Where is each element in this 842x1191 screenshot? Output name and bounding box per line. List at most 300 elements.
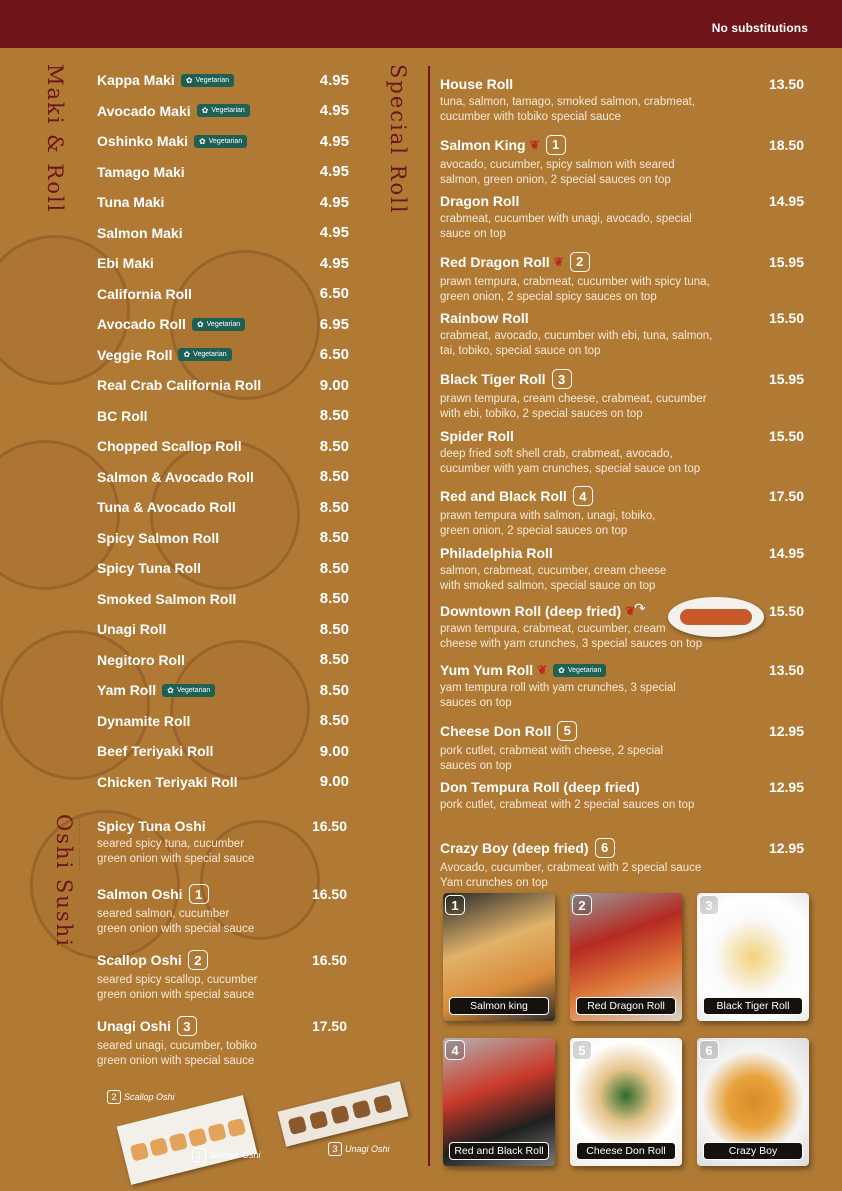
special-roll-description	[440, 158, 725, 188]
item-name-text: Kappa Maki	[97, 72, 175, 88]
roll-photo	[570, 1038, 682, 1166]
salmon-oshi-photo-label	[192, 1148, 261, 1162]
description-line: seared spicy scallop, cucumber	[97, 974, 258, 986]
special-roll-item	[440, 779, 804, 813]
maki-item-name	[97, 133, 247, 149]
special-roll-price: 18.50	[768, 136, 804, 153]
chili-pepper-icon: ❦	[625, 604, 636, 619]
special-roll-item	[440, 193, 804, 242]
special-roll-head	[440, 779, 804, 795]
description-line: cucumber with yam crunches, special sauce on top	[440, 462, 701, 475]
photo-number-badge: 6	[699, 1040, 719, 1060]
special-roll-head	[440, 428, 804, 444]
oshi-piece	[207, 1123, 226, 1142]
item-name-text: Oshinko Maki	[97, 133, 189, 149]
maki-item-name	[97, 286, 192, 302]
special-roll-price: 12.95	[768, 722, 804, 739]
leaf-icon: ✿	[199, 136, 206, 146]
oshi-piece	[169, 1132, 188, 1151]
no-substitutions-note: No substitutions	[711, 21, 808, 35]
special-roll-description	[440, 564, 725, 594]
oshi-item-head	[97, 1016, 349, 1036]
maki-item	[97, 709, 349, 733]
chili-pepper-icon: ❦	[553, 254, 564, 269]
photo-number-badge: 2	[570, 252, 590, 272]
maki-item	[97, 373, 349, 397]
oshi-item-description	[97, 907, 349, 937]
special-roll-name	[440, 369, 572, 389]
item-name-text: Tuna & Avocado Roll	[97, 499, 236, 515]
maki-item-name	[97, 743, 213, 759]
item-name-text: Dynamite Roll	[97, 712, 191, 729]
leaf-icon: ✿	[558, 665, 565, 675]
vegetarian-label: Vegetarian	[193, 351, 227, 358]
maki-item	[97, 99, 349, 123]
special-roll-head	[440, 76, 804, 92]
description-line: tai, tobiko, special sauce on top	[440, 345, 601, 358]
oshi-piece	[309, 1110, 328, 1129]
special-roll-price: 12.95	[768, 839, 804, 856]
maki-item-price: 4.95	[319, 224, 349, 241]
photo-number-badge: 4	[445, 1040, 465, 1060]
item-name-text: Salmon & Avocado Roll	[97, 468, 254, 485]
item-name-text: Spicy Salmon Roll	[97, 529, 220, 546]
oshi-item-head	[97, 950, 349, 970]
maki-item	[97, 404, 349, 428]
photo-caption: Red and Black Roll	[449, 1142, 549, 1160]
maki-item-name	[97, 469, 254, 485]
item-name-text: Scallop Oshi	[97, 952, 182, 968]
special-roll-description	[440, 509, 725, 539]
maki-item-price: 8.50	[319, 651, 349, 668]
roll-photo	[697, 1038, 809, 1166]
photo-number-badge: 3	[552, 369, 572, 389]
oshi-piece	[352, 1100, 371, 1119]
maki-item-price: 8.50	[319, 681, 349, 699]
item-name-text: Veggie Roll	[97, 346, 173, 363]
maki-item	[97, 221, 349, 245]
maki-item-price: 9.00	[319, 742, 349, 760]
special-roll-item	[440, 428, 804, 477]
roll-photo	[443, 893, 555, 1021]
special-roll-price: 15.95	[768, 371, 804, 387]
special-roll-item	[440, 135, 804, 188]
leaf-icon: ✿	[185, 75, 193, 85]
header-bar	[0, 0, 842, 48]
description-line: salmon, green onion, 2 special sauces on top	[440, 173, 671, 186]
maki-item	[97, 343, 349, 367]
maki-item	[97, 251, 349, 275]
maki-item-name	[97, 530, 219, 546]
downtown-roll-photo	[668, 597, 764, 637]
photo-caption: Black Tiger Roll	[703, 997, 803, 1015]
maki-item	[97, 617, 349, 641]
maki-item	[97, 678, 349, 702]
maki-item	[97, 190, 349, 214]
special-roll-head	[440, 721, 804, 741]
roll-pieces	[680, 609, 752, 625]
maki-item	[97, 160, 349, 184]
special-roll-name	[440, 193, 519, 209]
oshi-item-name	[97, 818, 206, 834]
special-roll-item	[440, 662, 804, 711]
maki-item	[97, 68, 349, 92]
special-roll-name	[440, 545, 553, 561]
oshi-item-description	[97, 1039, 349, 1069]
item-name-text: Yam Roll	[97, 682, 157, 698]
special-roll-name	[440, 662, 606, 678]
vegetarian-badge	[162, 684, 215, 697]
maki-roll-title: Maki & Roll	[43, 64, 67, 214]
description-line: sauces on top	[440, 697, 512, 709]
special-roll-description	[440, 447, 725, 477]
vegetarian-badge	[553, 664, 606, 677]
item-name-text: Real Crab California Roll	[97, 377, 262, 393]
special-roll-head	[440, 193, 804, 209]
special-roll-head	[440, 838, 804, 858]
photo-number-badge: 1	[192, 1148, 206, 1162]
oshi-item-price: 16.50	[311, 952, 347, 968]
chili-pepper-icon: ❦	[537, 663, 548, 677]
maki-item	[97, 129, 349, 153]
oshi-item-price: 16.50	[311, 886, 347, 902]
maki-item	[97, 282, 349, 306]
maki-item-price: 8.50	[319, 620, 349, 638]
chili-pepper-icon: ❦	[529, 137, 540, 152]
vegetarian-badge	[197, 104, 250, 117]
item-name-text: Chopped Scallop Roll	[97, 438, 242, 454]
item-name-text: Negitoro Roll	[97, 651, 185, 668]
oshi-sushi-title: Oshi Sushi	[52, 814, 76, 948]
maki-item-price: 4.95	[319, 132, 349, 150]
vegetarian-badge	[194, 135, 247, 148]
item-name-text: Beef Teriyaki Roll	[97, 743, 214, 759]
description-line: salmon, crabmeat, cucumber, cream cheese	[440, 564, 667, 577]
description-line: Yam crunches on top	[440, 876, 548, 889]
vegetarian-badge	[181, 74, 234, 87]
maki-item	[97, 312, 349, 336]
maki-item-price: 6.50	[319, 346, 349, 363]
description-line: deep fried soft shell crab, crabmeat, avocado,	[440, 447, 673, 460]
item-name-text: Cheese Don Roll	[440, 722, 552, 739]
maki-item-name	[97, 103, 250, 119]
special-roll-description	[440, 798, 725, 813]
photo-label-text: Scallop Oshi	[124, 1092, 175, 1102]
oshi-photo-plate-2	[276, 1090, 416, 1160]
special-roll-item	[440, 486, 804, 539]
oshi-piece	[373, 1094, 392, 1113]
oshi-piece	[288, 1116, 307, 1135]
leaf-icon: ✿	[183, 350, 191, 359]
item-name-text: Unagi Roll	[97, 621, 167, 637]
photo-number-badge: 3	[177, 1016, 197, 1036]
photo-number-badge: 2	[188, 950, 208, 970]
maki-item-name	[97, 713, 190, 729]
description-line: seared spicy tuna, cucumber	[97, 838, 245, 850]
oshi-item	[97, 818, 349, 867]
maki-item	[97, 770, 349, 794]
oshi-photo-plate-1	[102, 1090, 272, 1180]
maki-item-price: 9.00	[319, 376, 349, 394]
special-roll-price: 12.95	[768, 779, 804, 796]
item-name-text: Salmon Maki	[97, 224, 183, 241]
maki-item-name	[97, 499, 236, 515]
oshi-item-description	[97, 837, 349, 867]
item-name-text: Downtown Roll (deep fried)	[440, 603, 622, 620]
oshi-item	[97, 884, 349, 937]
item-name-text: Red and Black Roll	[440, 488, 567, 505]
special-roll-name	[440, 779, 640, 795]
special-roll-name	[440, 428, 514, 444]
item-name-text: Avocado Maki	[97, 102, 191, 119]
roll-photo	[697, 893, 809, 1021]
special-roll-name	[440, 603, 635, 619]
maki-item-price: 4.95	[319, 71, 349, 89]
description-line: cucumber with tobiko special sauce	[440, 111, 621, 123]
maki-item-price: 8.50	[319, 529, 349, 546]
vegetarian-badge	[178, 348, 231, 361]
item-name-text: Black Tiger Roll	[440, 371, 546, 387]
special-roll-description	[440, 275, 725, 305]
description-line: cheese with yam crunches, 3 special sauces on top	[440, 638, 703, 651]
special-roll-price: 17.50	[768, 488, 804, 505]
special-roll-item	[440, 252, 804, 305]
maki-item-price: 4.95	[319, 254, 349, 272]
maki-item-name	[97, 591, 236, 607]
maki-item-name	[97, 438, 242, 454]
scallop-oshi-photo-label	[107, 1090, 175, 1104]
vegetarian-label: Vegetarian	[208, 137, 243, 145]
maki-item	[97, 648, 349, 672]
special-roll-description	[440, 212, 725, 242]
special-roll-item	[440, 838, 804, 891]
special-roll-title: Special Roll	[386, 64, 410, 215]
photo-number-badge: 1	[445, 895, 465, 915]
photo-number-badge: 2	[107, 1090, 121, 1104]
unagi-oshi-photo-label	[328, 1142, 390, 1156]
special-roll-price: 13.50	[768, 662, 804, 678]
photo-caption: Crazy Boy	[703, 1142, 803, 1160]
special-roll-description	[440, 392, 725, 422]
oshi-item-name	[97, 1016, 197, 1036]
maki-item-price: 8.50	[319, 407, 349, 424]
oshi-item-price: 17.50	[311, 1018, 347, 1034]
description-line: seared salmon, cucumber	[97, 908, 230, 920]
special-roll-price: 15.95	[768, 253, 804, 270]
description-line: green onion with special sauce	[97, 1055, 255, 1067]
description-line: prawn tempura, cream cheese, crabmeat, cucumber	[440, 393, 707, 405]
vegetarian-label: Vegetarian	[195, 76, 229, 84]
photo-number-badge: 1	[189, 884, 209, 904]
photo-number-badge: 3	[699, 895, 719, 915]
roll-photo	[443, 1038, 555, 1166]
maki-item-price: 8.50	[319, 559, 349, 577]
maki-item-price: 6.95	[319, 315, 349, 333]
photo-label-text: Unagi Oshi	[345, 1144, 390, 1154]
special-roll-price: 14.95	[768, 193, 804, 210]
oshi-item-head	[97, 818, 349, 834]
item-name-text: Ebi Maki	[97, 255, 154, 271]
photo-caption: Red Dragon Roll	[576, 997, 676, 1015]
special-roll-price: 15.50	[768, 310, 804, 327]
oshi-item-description	[97, 973, 349, 1003]
maki-item	[97, 587, 349, 611]
item-name-text: Yum Yum Roll	[440, 662, 534, 678]
photo-caption: Cheese Don Roll	[576, 1142, 676, 1160]
vegetarian-badge	[192, 318, 245, 331]
maki-item-name	[97, 255, 154, 271]
photo-number-badge: 3	[328, 1142, 342, 1156]
item-name-text: Tamago Maki	[97, 163, 185, 180]
description-line: green onion with special sauce	[97, 923, 255, 935]
description-line: yam tempura roll with yam crunches, 3 special	[440, 682, 676, 694]
special-roll-item	[440, 76, 804, 125]
item-name-text: Dragon Roll	[440, 193, 520, 210]
oshi-sushi-subtitle: ·········· ·········	[75, 818, 84, 871]
item-name-text: Chicken Teriyaki Roll	[97, 773, 238, 790]
photo-number-badge: 4	[573, 486, 593, 506]
special-roll-item	[440, 545, 804, 594]
maki-item-name	[97, 377, 261, 393]
special-roll-description	[440, 329, 725, 359]
special-roll-name	[440, 310, 529, 326]
special-roll-name	[440, 252, 590, 272]
description-line: sauces on top	[440, 759, 512, 772]
special-roll-price: 14.95	[768, 544, 804, 561]
oshi-item	[97, 1016, 349, 1069]
item-name-text: BC Roll	[97, 407, 148, 424]
oshi-piece	[149, 1137, 168, 1156]
roll-photo	[570, 893, 682, 1021]
special-roll-head	[440, 310, 804, 326]
oshi-piece	[330, 1105, 349, 1124]
maki-item-price: 8.50	[319, 468, 349, 485]
arrow-icon: ↷	[634, 600, 646, 616]
scallop-salmon-oshi-plate	[117, 1095, 258, 1185]
item-name-text: Rainbow Roll	[440, 310, 529, 327]
item-name-text: Tuna Maki	[97, 194, 165, 210]
special-roll-item	[440, 721, 804, 774]
photo-caption: Salmon king	[449, 997, 549, 1015]
description-line: Avocado, cucumber, crabmeat with 2 special sauce	[440, 861, 702, 874]
vegetarian-label: Vegetarian	[211, 107, 245, 114]
special-roll-item	[440, 310, 804, 359]
maki-item-name	[97, 682, 215, 698]
special-roll-name	[440, 76, 513, 92]
maki-item-price: 4.95	[319, 102, 349, 119]
description-line: sauce on top	[440, 228, 506, 241]
maki-item-name	[97, 408, 148, 424]
maki-item-name	[97, 225, 183, 241]
oshi-item-head	[97, 884, 349, 904]
maki-item	[97, 526, 349, 550]
oshi-item-name	[97, 950, 208, 970]
maki-item-price: 8.50	[319, 590, 349, 607]
description-line: prawn tempura, crabmeat, cucumber, cream	[440, 623, 666, 636]
photo-number-badge: 5	[557, 721, 577, 741]
special-roll-description	[440, 861, 725, 891]
description-line: with smoked salmon, special sauce on top	[440, 579, 656, 592]
special-roll-head	[440, 369, 804, 389]
special-roll-price: 15.50	[768, 603, 804, 620]
maki-item-price: 6.50	[319, 285, 349, 302]
leaf-icon: ✿	[201, 106, 209, 115]
oshi-item-price: 16.50	[311, 818, 347, 834]
maki-item-price: 8.50	[319, 437, 349, 455]
special-roll-head	[440, 135, 804, 155]
special-roll-description	[440, 744, 725, 774]
special-roll-head	[440, 545, 804, 561]
oshi-item-name	[97, 884, 209, 904]
item-name-text: Spicy Tuna Roll	[97, 560, 201, 576]
vegetarian-label: Vegetarian	[206, 320, 241, 328]
item-name-text: Don Tempura Roll (deep fried)	[440, 779, 640, 796]
maki-item-name	[97, 560, 201, 576]
special-roll-price: 13.50	[768, 76, 804, 92]
vegetarian-label: Vegetarian	[567, 666, 602, 674]
special-roll-name	[440, 721, 577, 741]
item-name-text: Salmon Oshi	[97, 886, 183, 902]
maki-item-name	[97, 347, 232, 363]
maki-item-price: 4.95	[319, 193, 349, 211]
item-name-text: House Roll	[440, 76, 514, 92]
maki-item-name	[97, 774, 238, 790]
special-roll-description	[440, 95, 725, 125]
description-line: pork cutlet, crabmeat with 2 special sauces on top	[440, 799, 695, 812]
item-name-text: Red Dragon Roll	[440, 253, 550, 270]
description-line: prawn tempura with salmon, unagi, tobiko,	[440, 510, 656, 523]
description-line: crabmeat, cucumber with unagi, avocado, special	[440, 213, 692, 226]
description-line: green onion, 2 special sauces on top	[440, 525, 628, 538]
description-line: crabmeat, avocado, cucumber with ebi, tuna, salmon,	[440, 330, 713, 343]
description-line: green onion with special sauce	[97, 989, 255, 1001]
leaf-icon: ✿	[196, 319, 204, 329]
description-line: prawn tempura, crabmeat, cucumber with spicy tuna,	[440, 275, 710, 288]
maki-item-price: 9.00	[319, 773, 349, 790]
maki-item	[97, 556, 349, 580]
photo-number-badge: 2	[572, 895, 592, 915]
photo-number-badge: 6	[595, 838, 615, 858]
photo-label-text: Salmon Oshi	[209, 1150, 261, 1160]
description-line: tuna, salmon, tamago, smoked salmon, crabmeat,	[440, 96, 696, 108]
maki-item-name	[97, 194, 164, 210]
maki-item-name	[97, 72, 234, 88]
oshi-item	[97, 950, 349, 1003]
maki-item	[97, 495, 349, 519]
description-line: seared unagi, cucumber, tobiko	[97, 1040, 257, 1052]
maki-item-name	[97, 164, 185, 180]
item-name-text: Crazy Boy (deep fried)	[440, 839, 589, 856]
maki-item-price: 8.50	[319, 712, 349, 729]
item-name-text: Smoked Salmon Roll	[97, 590, 237, 607]
special-roll-head	[440, 486, 804, 506]
item-name-text: Unagi Oshi	[97, 1018, 171, 1034]
special-roll-name	[440, 486, 593, 506]
maki-item	[97, 465, 349, 489]
maki-item-price: 8.50	[319, 498, 349, 516]
special-roll-head	[440, 252, 804, 272]
description-line: green onion with special sauce	[97, 853, 255, 865]
item-name-text: Spicy Tuna Oshi	[97, 818, 206, 834]
photo-number-badge: 5	[572, 1040, 592, 1060]
vegetarian-label: Vegetarian	[176, 686, 211, 694]
oshi-piece	[130, 1142, 149, 1161]
maki-item-name	[97, 652, 185, 668]
oshi-piece	[188, 1128, 207, 1147]
maki-item-name	[97, 621, 166, 637]
description-line: with ebi, tobiko, 2 special sauces on top	[440, 408, 643, 420]
special-roll-name	[440, 135, 566, 155]
